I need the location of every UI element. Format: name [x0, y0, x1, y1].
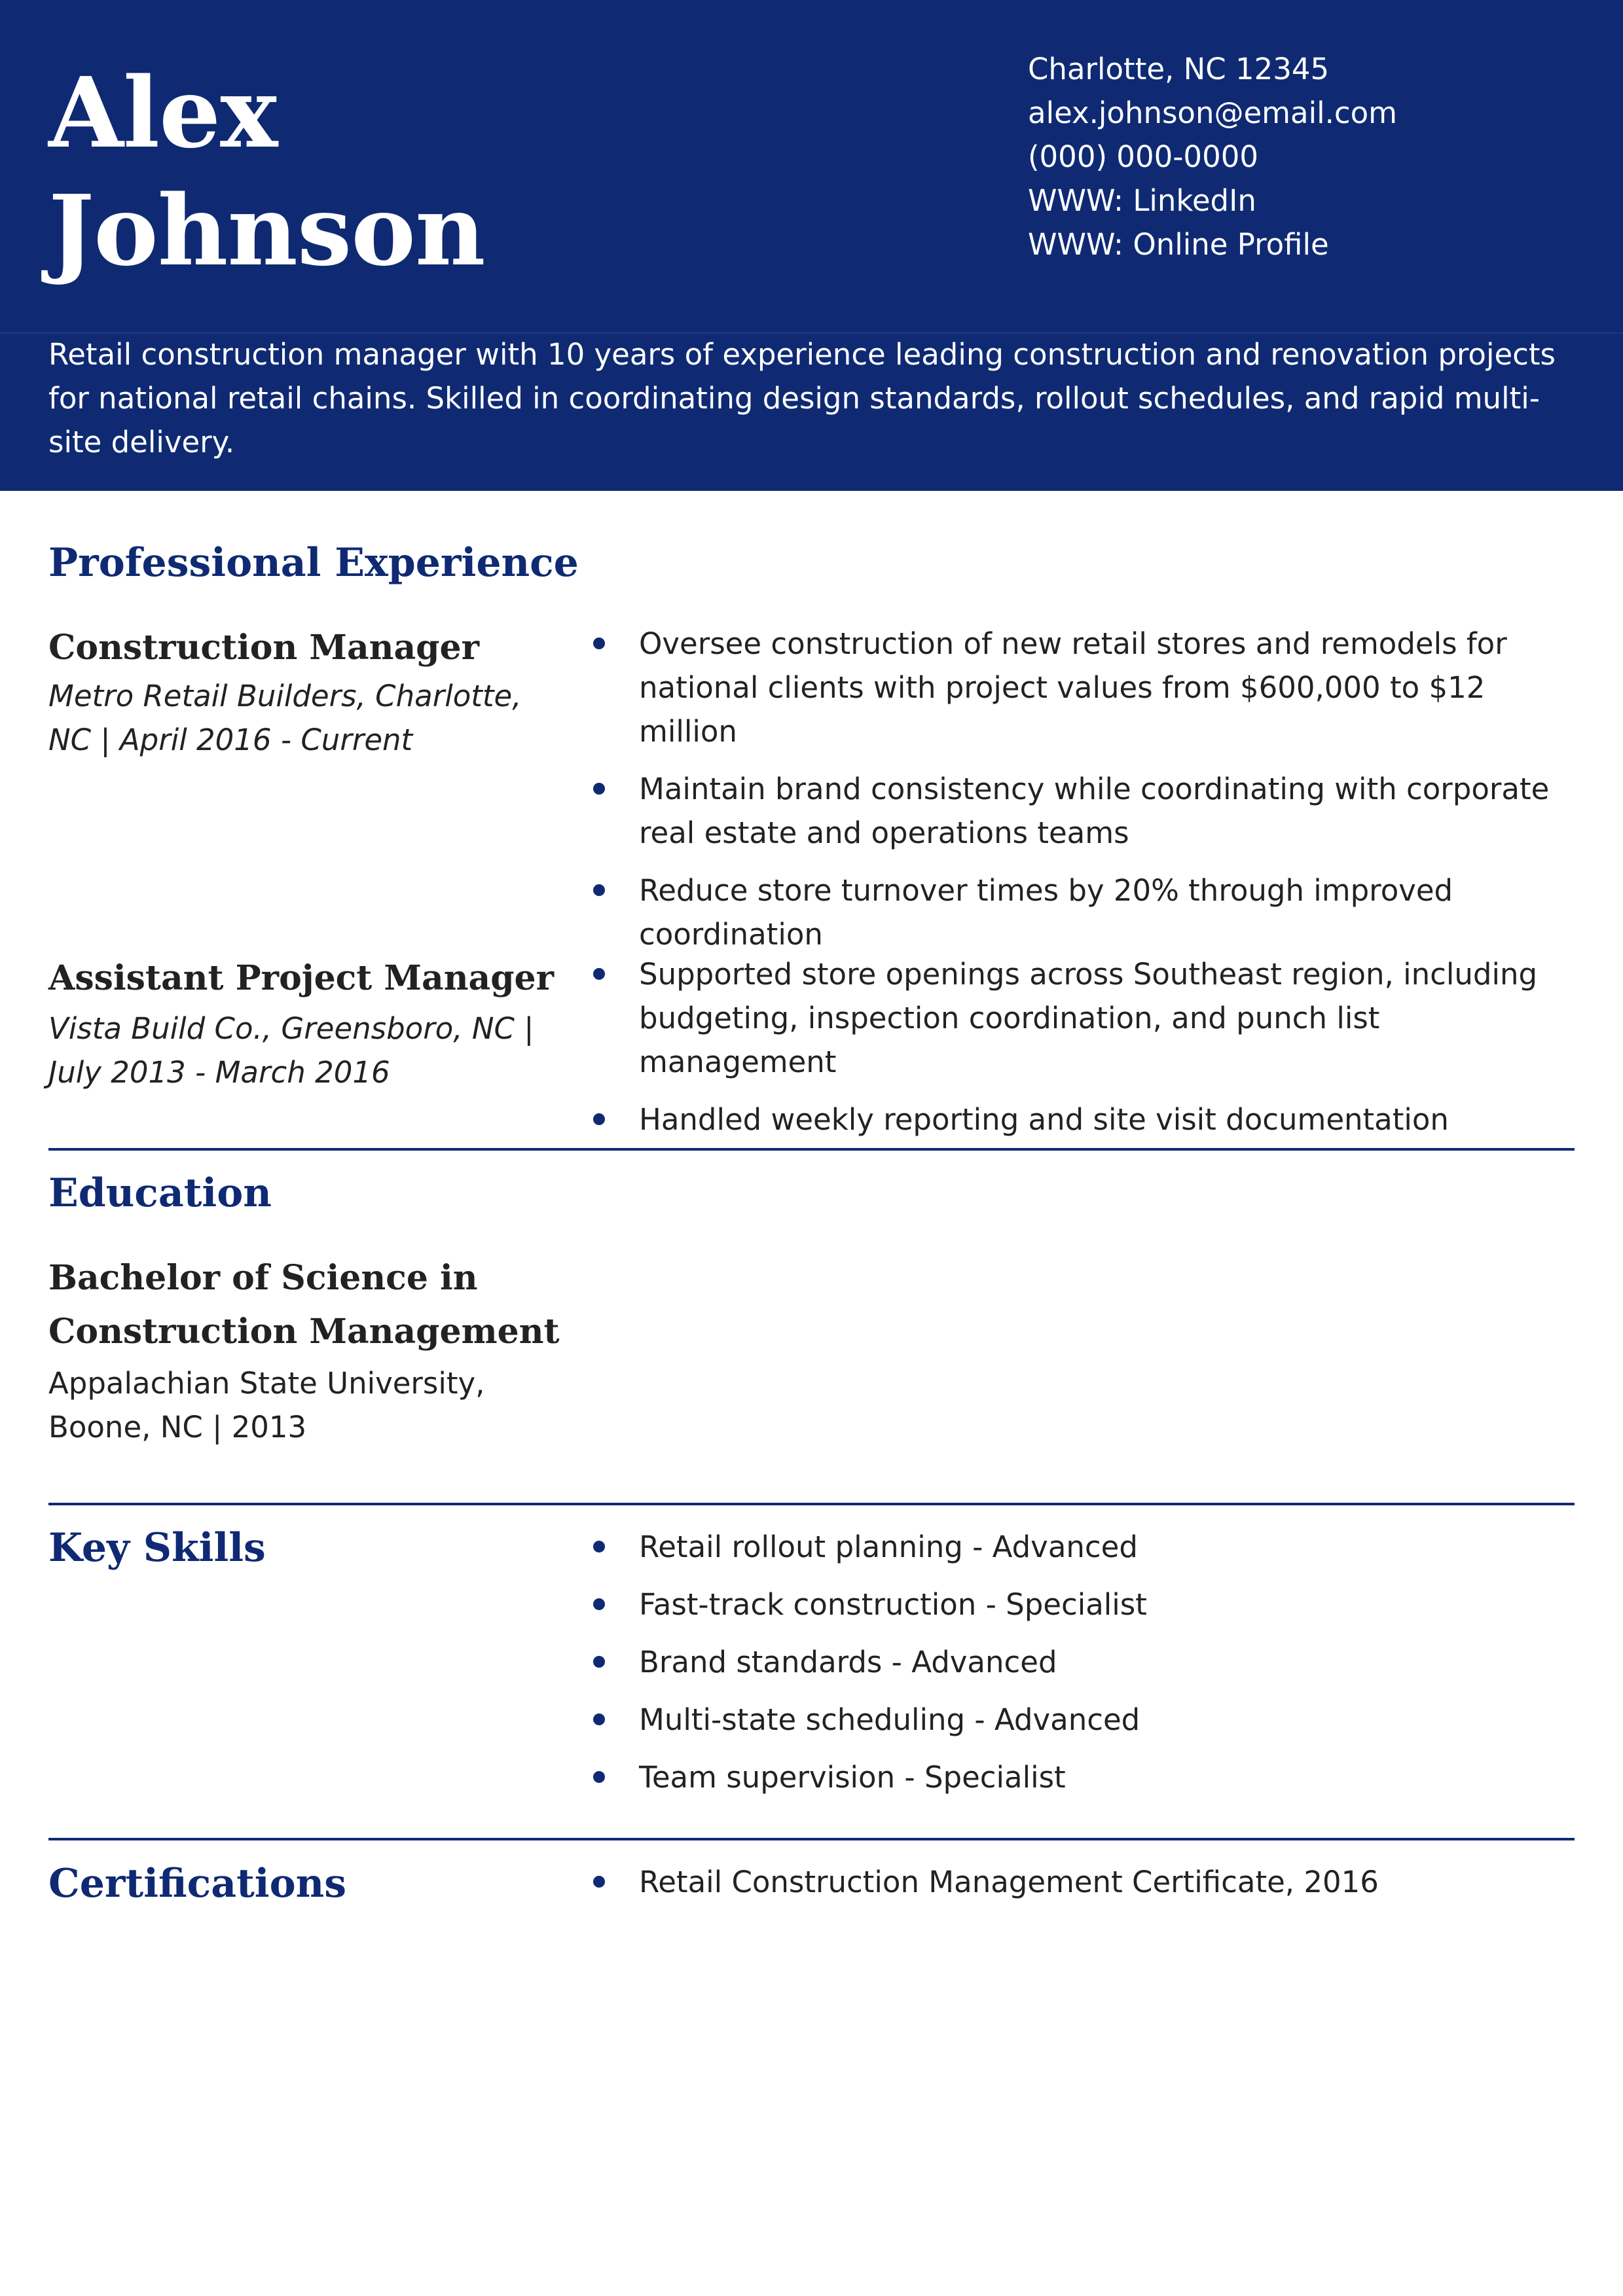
section-title-skills: Key Skills: [48, 1525, 266, 1571]
education-school: Appalachian State University, Boone, NC | 2013: [48, 1366, 485, 1444]
skills-list: [639, 1525, 1582, 1813]
skill-item: Team supervision - Specialist: [639, 1755, 1582, 1799]
job-meta: Vista Build Co., Greensboro, NC | July 2013 - March 2016: [48, 1011, 534, 1090]
bullet-item: Maintain brand consistency while coordinating with corporate real estate and operations teams: [639, 767, 1582, 855]
bullet-item: Reduce store turnover times by 20% through improved coordination: [639, 869, 1582, 956]
first-name: Alex: [48, 56, 278, 170]
section-divider: [48, 1503, 1575, 1505]
skill-item: Brand standards - Advanced: [639, 1640, 1582, 1684]
bullet-icon: [593, 968, 605, 980]
section-title-certifications: Certifications: [48, 1861, 347, 1907]
contact-list: [1028, 47, 1397, 266]
job-meta: Metro Retail Builders, Charlotte, NC | April 2016 - Current: [48, 679, 522, 757]
skill-item: Retail rollout planning - Advanced: [639, 1525, 1582, 1569]
bullet-item: Supported store openings across Southeast region, including budgeting, inspection coordination, and punch list management: [639, 952, 1582, 1084]
last-name: Johnson: [48, 173, 485, 287]
contact-online-profile: WWW: Online Profile: [1028, 227, 1329, 262]
bullet-icon: [593, 1876, 605, 1888]
job-title: Assistant Project Manager: [48, 958, 555, 998]
bullet-icon: [593, 884, 605, 896]
contact-address: Charlotte, NC 12345: [1028, 52, 1330, 86]
bullet-icon: [593, 1771, 605, 1783]
professional-summary: Retail construction manager with 10 years of experience leading construction and renovation projects for national retail chains. Skilled in coordinating design standards, rollout schedules, and rapid multi-site delivery.: [48, 337, 1556, 459]
bullet-icon: [593, 637, 605, 649]
contact-phone: (000) 000-0000: [1028, 139, 1258, 174]
bullet-icon: [593, 1541, 605, 1552]
contact-email: alex.johnson@email.com: [1028, 96, 1397, 130]
skill-item: Fast-track construction - Specialist: [639, 1583, 1582, 1626]
section-divider: [48, 1148, 1575, 1151]
bullet-icon: [593, 1598, 605, 1610]
job-bullets: [639, 622, 1582, 970]
section-title-education: Education: [48, 1170, 272, 1216]
bullet-item: Oversee construction of new retail stores and remodels for national clients with project values from $600,000 to $12 million: [639, 622, 1582, 753]
certifications-list: [639, 1860, 1582, 1918]
section-divider: [48, 1838, 1575, 1840]
certification-item: Retail Construction Management Certificate, 2016: [639, 1860, 1582, 1904]
bullet-icon: [593, 1113, 605, 1125]
bullet-item: Handled weekly reporting and site visit documentation: [639, 1098, 1582, 1141]
bullet-icon: [593, 1713, 605, 1725]
education-degree: Bachelor of Science in Construction Management: [48, 1258, 560, 1352]
contact-linkedin: WWW: LinkedIn: [1028, 183, 1256, 218]
bullet-icon: [593, 1656, 605, 1668]
skill-item: Multi-state scheduling - Advanced: [639, 1698, 1582, 1742]
section-title-experience: Professional Experience: [48, 540, 579, 586]
bullet-icon: [593, 783, 605, 795]
candidate-name: [48, 54, 485, 289]
resume-header: [0, 0, 1623, 491]
job-title: Construction Manager: [48, 628, 479, 668]
job-bullets: [639, 952, 1582, 1155]
